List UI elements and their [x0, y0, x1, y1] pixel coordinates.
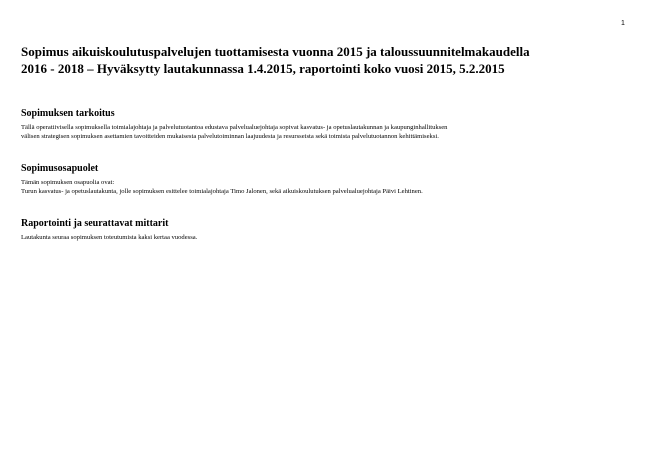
- section-body-purpose: [21, 123, 641, 141]
- document-title: [21, 43, 641, 77]
- section-body-purpose-line-2: välisen strategisen sopimuksen asettamien tavoitteiden mukaisesta palvelutoiminnan laajuudesta ja resursseista sekä toimista palvelutuotannon kehittämiseksi.: [21, 133, 439, 140]
- section-purpose: [21, 108, 641, 141]
- section-heading-reporting: Raportointi ja seurattavat mittarit: [21, 218, 169, 229]
- section-parties: [21, 163, 641, 196]
- section-body-parties-line-1: Tämän sopimuksen osapuolia ovat:: [21, 179, 115, 186]
- page-number: 1: [621, 20, 625, 27]
- document-title-line-1: Sopimus aikuiskoulutuspalvelujen tuottamisesta vuonna 2015 ja taloussuunnitelmakaudella: [21, 44, 530, 59]
- section-body-reporting: [21, 233, 641, 242]
- section-body-parties-line-2: Turun kasvatus- ja opetuslautakunta, jolle sopimuksen esittelee toimialajohtaja Timo Jalonen, sekä aikuiskoulutuksen palvelualuejohtaja Päivi Lehtinen.: [21, 188, 423, 195]
- section-body-parties: [21, 178, 641, 196]
- document-title-line-2: 2016 - 2018 – Hyväksytty lautakunnassa 1.4.2015, raportointi koko vuosi 2015, 5.2.2015: [21, 61, 505, 76]
- section-body-reporting-line-1: Lautakunta seuraa sopimuksen toteutumista kaksi kertaa vuodessa.: [21, 234, 198, 241]
- section-reporting: [21, 218, 641, 242]
- section-body-purpose-line-1: Tällä operatiivisella sopimuksella toimialajohtaja ja palvelutuotantoa edustava palvelualuejohtaja sopivat kasvatus- ja opetuslautakunnan ja kaupunginhallituksen: [21, 124, 448, 131]
- section-heading-purpose: Sopimuksen tarkoitus: [21, 108, 115, 119]
- section-heading-parties: Sopimusosapuolet: [21, 163, 99, 174]
